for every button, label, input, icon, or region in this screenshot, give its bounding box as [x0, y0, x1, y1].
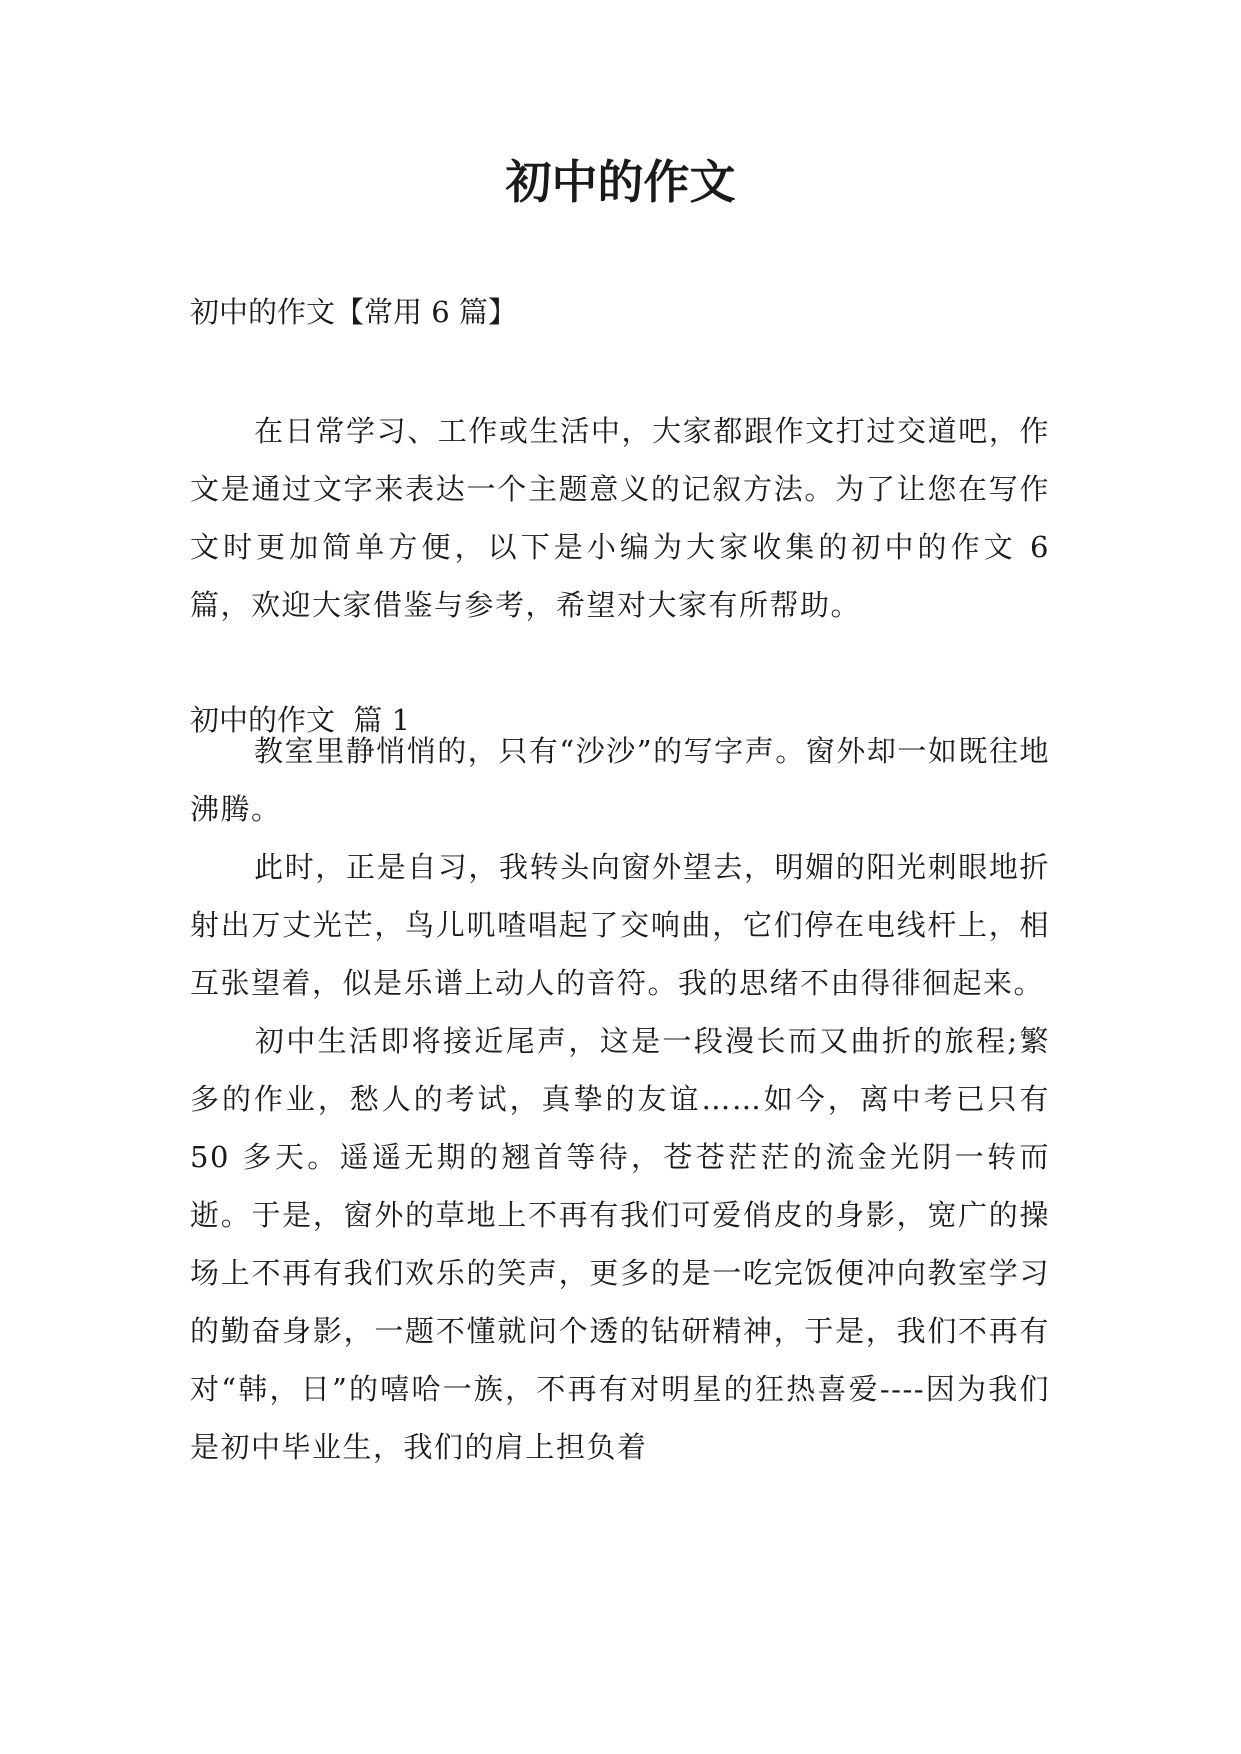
document-subtitle: 初中的作文【常用 6 篇】 — [190, 295, 517, 329]
essay-paragraph-2 — [190, 838, 1050, 1012]
essay-paragraph-text: 教室里静悄悄的，只有“沙沙”的写字声。窗外却一如既往地沸腾。 — [190, 734, 1050, 826]
document-title: 初中的作文 — [505, 155, 736, 209]
section-heading: 初中的作文 篇 1 — [190, 703, 411, 737]
intro-text: 在日常学习、工作或生活中，大家都跟作文打过交道吧，作文是通过文字来表达一个主题意义的记叙方法。为了让您在写作文时更加简单方便，以下是小编为大家收集的初中的作文 6 篇，欢迎大家借鉴与参考，希望对大家有所帮助。 — [190, 414, 1050, 622]
essay-paragraph-3 — [190, 1012, 1050, 1476]
essay-paragraph-text: 此时，正是自习，我转头向窗外望去，明媚的阳光刺眼地折射出万丈光芒，鸟儿叽喳唱起了交响曲，它们停在电线杆上，相互张望着，似是乐谱上动人的音符。我的思绪不由得徘徊起来。 — [190, 850, 1050, 1000]
essay-paragraph-text: 初中生活即将接近尾声，这是一段漫长而又曲折的旅程;繁多的作业，愁人的考试，真挚的友谊……如今，离中考已只有 50 多天。遥遥无期的翘首等待，苍苍茫茫的流金光阴一转而逝。于是，窗外的草地上不再有我们可爱俏皮的身影，宽广的操场上不再有我们欢乐的笑声，更多的是一吃完饭便冲向教室学习的勤奋身影，一题不懂就问个透的钻研精神，于是，我们不再有对“韩，日”的嘻哈一族，不再有对明星的狂热喜爱----因为我们是初中毕业生，我们的肩上担负着 — [190, 1024, 1050, 1464]
essay-body — [190, 722, 1050, 1476]
intro-paragraph — [190, 402, 1050, 634]
essay-paragraph-1 — [190, 722, 1050, 838]
